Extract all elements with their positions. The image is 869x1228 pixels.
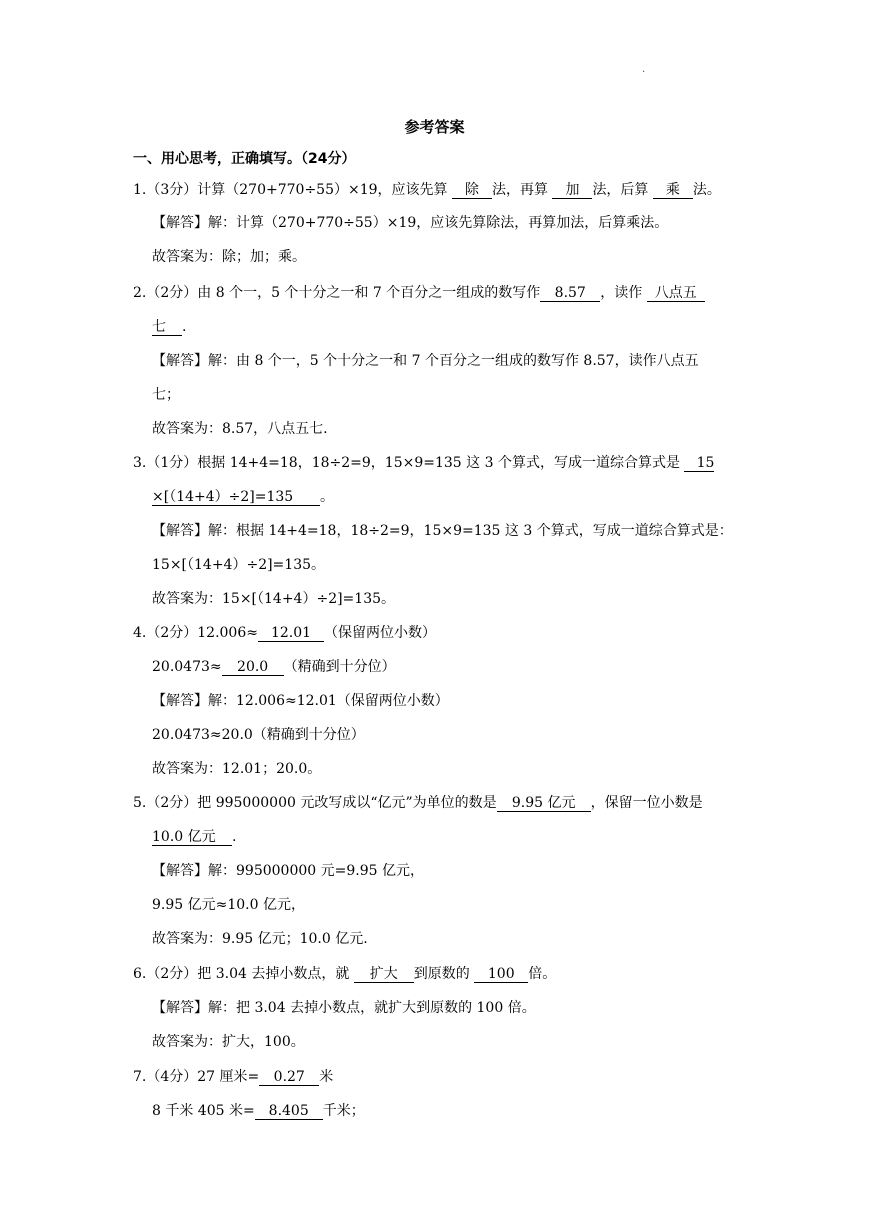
section-heading: 一、用心思考，正确填写。（24分） xyxy=(133,151,356,167)
q6-text-3: 倍。 xyxy=(528,966,557,982)
question-4-part-2 xyxy=(152,657,396,677)
question-3 xyxy=(133,453,714,473)
q2-solution-2: 七； xyxy=(152,387,180,403)
q1-blank-3: 乘 xyxy=(653,182,693,199)
q1-text-4: 法。 xyxy=(692,182,721,198)
q4-solution-2: 20.0473≈20.0（精确到十分位） xyxy=(152,727,365,743)
q4-text-4: （精确到十分位） xyxy=(283,659,396,675)
question-2-cont xyxy=(152,317,186,337)
q3-blank-1: 15 xyxy=(684,455,714,472)
q2-blank-2: 八点五 xyxy=(647,285,705,302)
q6-solution: 【解答】解：把 3.04 去掉小数点，就扩大到原数的 100 倍。 xyxy=(152,1000,536,1016)
q5-solution-1: 【解答】解：995000000 元=9.95 亿元， xyxy=(152,863,424,879)
question-3-cont xyxy=(152,487,334,507)
q6-text-2: 到原数的 xyxy=(413,966,475,982)
q6-blank-1: 扩大 xyxy=(354,966,414,983)
q6-blank-2: 100 xyxy=(474,966,528,983)
q4-text-1: 4.（2分）12.006≈ xyxy=(133,625,258,641)
q4-blank-1: 12.01 xyxy=(258,625,324,642)
q5-answer: 故答案为：9.95 亿元；10.0 亿元. xyxy=(152,931,368,947)
q1-answer: 故答案为：除；加；乘。 xyxy=(152,249,306,265)
q2-blank-2-cont: 七 xyxy=(152,319,182,336)
q1-text-1: 1.（3分）计算（270+770÷55）×19，应该先算 xyxy=(133,182,452,198)
question-4 xyxy=(133,623,436,643)
q2-text-1: 2.（2分）由 8 个一，5 个十分之一和 7 个百分之一组成的数写作 xyxy=(133,285,541,301)
q1-blank-2: 加 xyxy=(552,182,592,199)
q1-solution: 【解答】解：计算（270+770÷55）×19，应该先算除法，再算加法，后算乘法。 xyxy=(152,215,669,231)
q4-text-2: （保留两位小数） xyxy=(323,625,436,641)
q7-text-1: 7.（4分）27 厘米= xyxy=(133,1069,260,1085)
question-5 xyxy=(133,793,703,813)
q3-answer: 故答案为：15×[（14+4）÷2]=135。 xyxy=(152,591,396,607)
question-7 xyxy=(133,1067,333,1087)
q1-blank-1: 除 xyxy=(452,182,492,199)
q5-text-2: ，保留一位小数是 xyxy=(590,795,703,811)
page-mark: . xyxy=(642,64,646,75)
q1-text-3: 法，后算 xyxy=(592,182,653,198)
q6-answer: 故答案为：扩大，100。 xyxy=(152,1034,305,1050)
page-title: 参考答案 xyxy=(404,118,465,136)
question-5-cont xyxy=(152,827,236,847)
q5-text-3: . xyxy=(232,829,237,845)
q3-solution-1: 【解答】解：根据 14+4=18，18÷2=9，15×9=135 这 3 个算式，写成一道综合算式是： xyxy=(152,523,733,539)
q7-text-3: 8 千米 405 米= xyxy=(152,1103,255,1119)
q4-text-3: 20.0473≈ xyxy=(152,659,222,675)
q7-text-2: 米 xyxy=(319,1069,334,1085)
q3-blank-1-cont: ×[（14+4）÷2]=135 xyxy=(152,489,320,506)
q3-text-1: 3.（1分）根据 14+4=18，18÷2=9，15×9=135 这 3 个算式，写成一道综合算式是 xyxy=(133,455,685,471)
q5-text-1: 5.（2分）把 995000000 元改写成以“亿元”为单位的数是 xyxy=(133,795,497,811)
q7-text-4: 千米； xyxy=(322,1103,365,1119)
q4-blank-2: 20.0 xyxy=(222,659,284,676)
q4-solution-1: 【解答】解：12.006≈12.01（保留两位小数） xyxy=(152,693,449,709)
q7-blank-1: 0.27 xyxy=(259,1069,319,1086)
q3-solution-2: 15×[（14+4）÷2]=135。 xyxy=(152,557,326,573)
q6-text-1: 6.（2分）把 3.04 去掉小数点，就 xyxy=(133,966,354,982)
q2-solution-1: 【解答】解：由 8 个一，5 个十分之一和 7 个百分之一组成的数写作 8.57，读作八点五 xyxy=(152,353,699,369)
question-6 xyxy=(133,964,556,984)
question-1 xyxy=(133,180,721,200)
q7-blank-2: 8.405 xyxy=(255,1103,323,1120)
q2-text-2: ，读作 xyxy=(600,285,647,301)
q5-blank-2: 10.0 亿元 xyxy=(152,829,232,846)
q5-solution-2: 9.95 亿元≈10.0 亿元， xyxy=(152,897,305,913)
q2-blank-1: 8.57 xyxy=(540,285,600,302)
question-2 xyxy=(133,283,705,303)
q1-text-2: 法，再算 xyxy=(491,182,553,198)
q3-text-2: 。 xyxy=(320,489,334,505)
q2-text-3: . xyxy=(182,319,187,335)
q4-answer: 故答案为：12.01；20.0。 xyxy=(152,761,322,777)
q5-blank-1: 9.95 亿元 xyxy=(497,795,591,812)
question-7-part-2 xyxy=(152,1101,365,1121)
q2-answer: 故答案为：8.57，八点五七. xyxy=(152,421,328,437)
